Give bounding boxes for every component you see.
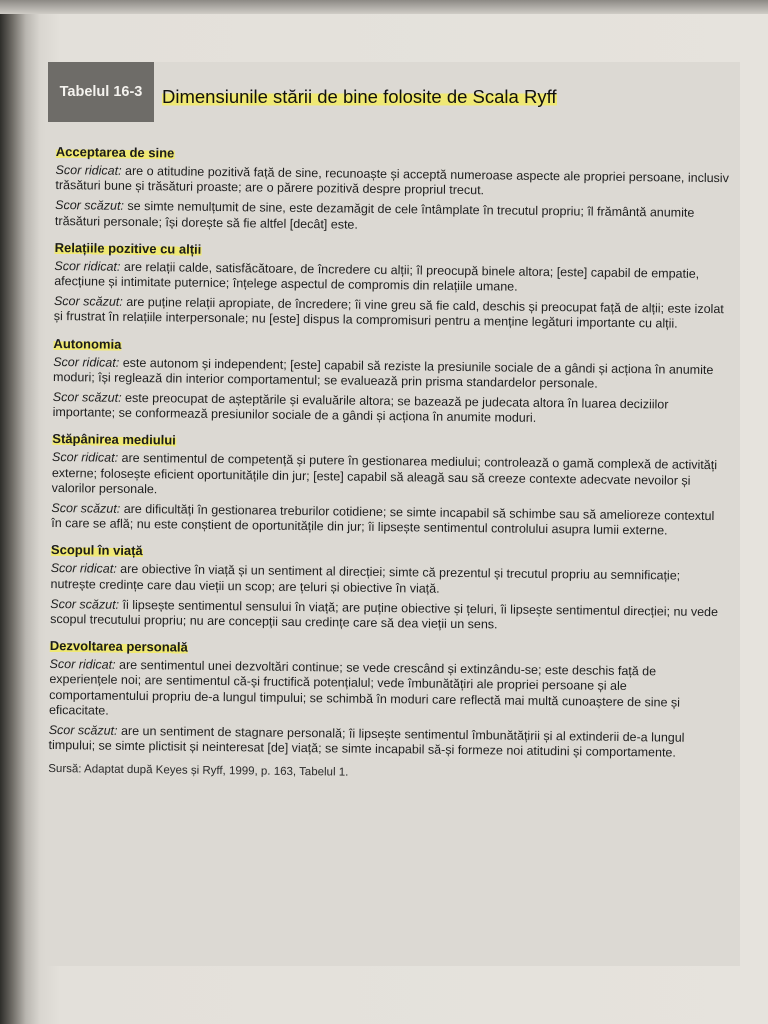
high-score-text: are o atitudine pozitivă față de sine, recunoaște și acceptă numeroase aspecte ale propriei persoane, inclusiv trăsături bune și trăsături proaste; are o părere pozitivă despre propriul trecut. [55,163,729,198]
section-heading: Relațiile pozitive cu alții [54,239,202,257]
low-score-text: are dificultăți în gestionarea treburilor cotidiene; se simte incapabil să schimbe sau să amelioreze contextul în care se află; nu este conștient de oportunitățile din jur; îi lipsește sentimentul controlului asupra lumii externe. [51,501,715,538]
low-score-entry [54,294,730,333]
section-heading: Scopul în viață [50,542,143,559]
high-score-label: Scor ridicat: [54,258,121,274]
high-score-label: Scor ridicat: [53,354,120,370]
section-heading: Autonomia [53,335,122,352]
high-score-entry [54,259,730,298]
low-score-entry [48,723,724,762]
section-dezvoltarea-personala [48,632,725,761]
low-score-label: Scor scăzut: [51,501,121,516]
table-title [162,86,557,108]
high-score-label: Scor ridicat: [49,657,116,673]
low-score-text: este preocupat de așteptările și evaluările altora; se bazează pe judecata altora în luarea deciziilor importante; se conformează presiunilor sociale de a gândi și acționa în anumite moduri. [52,390,669,426]
low-score-label: Scor scăzut: [48,723,118,738]
table-source-note: Sursă: Adaptat după Keyes și Ryff, 1999, p. 163, Tabelul 1. [48,763,349,780]
table-label: Tabelul 16-3 [48,62,154,122]
low-score-text: se simte nemulțumit de sine, este dezamăgit de cele întâmplate în trecutul propriu; îl frământă anumite trăsături personale; își dorește să fie altfel [decât] este. [54,199,695,232]
low-score-entry [55,198,731,237]
section-autonomia [53,330,730,429]
section-heading: Stăpânirea mediului [52,431,176,448]
table-content [48,138,732,784]
section-stapanirea-mediului [51,425,728,539]
low-score-text: are un sentiment de stagnare personală; îi lipsește sentimentul îmbunătățirii și al extinderii de-a lungul timpului; se simte plictisit și neinteresat [de] viață; se simte incapabil să-și formeze noi atitudini și comportamente. [48,723,685,760]
high-score-entry [55,163,731,202]
high-score-text: are sentimentul de competență și putere în gestionarea mediului; controlează o gamă complexă de activități externe; folosește eficient oportunitățile din jur; [este] capabil să aleagă sau să creeze contexte adecvate nevoilor și valorilor personale. [51,451,718,497]
high-score-label: Scor ridicat: [52,450,119,466]
low-score-text: îi lipsește sentimentul sensului în viață; are puține obiective și țeluri, îi lipsește sentimentul direcției; nu vede scopul trecutului propriu; nu are concepții sau credințe care să dea vieții un sens. [50,597,719,632]
high-score-entry [52,450,729,504]
section-acceptarea-de-sine [55,138,732,237]
low-score-label: Scor scăzut: [53,294,123,310]
high-score-entry [53,355,729,394]
low-score-entry [53,390,729,429]
high-score-entry [50,561,726,600]
section-scopul-in-viata [50,536,727,635]
low-score-label: Scor scăzut: [55,198,125,214]
low-score-label: Scor scăzut: [50,596,120,612]
low-score-text: are puține relații apropiate, de încredere; îi vine greu să fie cald, deschis și preocupat față de alții; este izolat și frustrat în relațiile interpersonale; nu [este] dispus la compromisuri pentru a menține legături importante cu alții. [53,295,724,332]
high-score-label: Scor ridicat: [55,162,122,178]
section-relatiile-pozitive [54,234,731,333]
low-score-entry [51,501,727,540]
section-heading: Acceptarea de sine [55,143,175,161]
high-score-text: are sentimentul unei dezvoltări continue; se vede crescând și extinzându-se; este deschis față de experiențele noi; are sentimentul că-și fructifică potențialul; vede îmbunătățiri ale propriei persoane și ale comportamentului propriu de-a lungul timpului; se schimbă în moduri care reflectă mai multă cunoaștere de sine și eficacitate. [48,658,681,718]
high-score-entry [49,657,726,726]
high-score-label: Scor ridicat: [50,561,117,577]
high-score-text: are obiective în viață și un sentiment al direcției; simte că prezentul și trecutul propriu au semnificație; nutrește credințe care dau vieții un scop; are țeluri și obiective în viață. [50,562,681,596]
low-score-entry [50,597,726,636]
section-heading: Dezvoltarea personală [49,638,188,655]
high-score-text: este autonom și independent; [este] capabil să reziste la presiunile sociale de a gândi și acționa în anumite moduri; își reglează din interior comportamentul; se evaluează prin prisma standardelor personale. [52,355,714,391]
table-title-text: Dimensiunile stării de bine folosite de Scala Ryff [162,86,557,107]
high-score-text: are relații calde, satisfăcătoare, de încredere cu alții; îl preocupă binele altora; [este] capabil de empatie, afecțiune și intimitate puternice; înțelege aspectul de compromis din relațiile umane. [54,259,700,294]
low-score-label: Scor scăzut: [52,390,122,405]
